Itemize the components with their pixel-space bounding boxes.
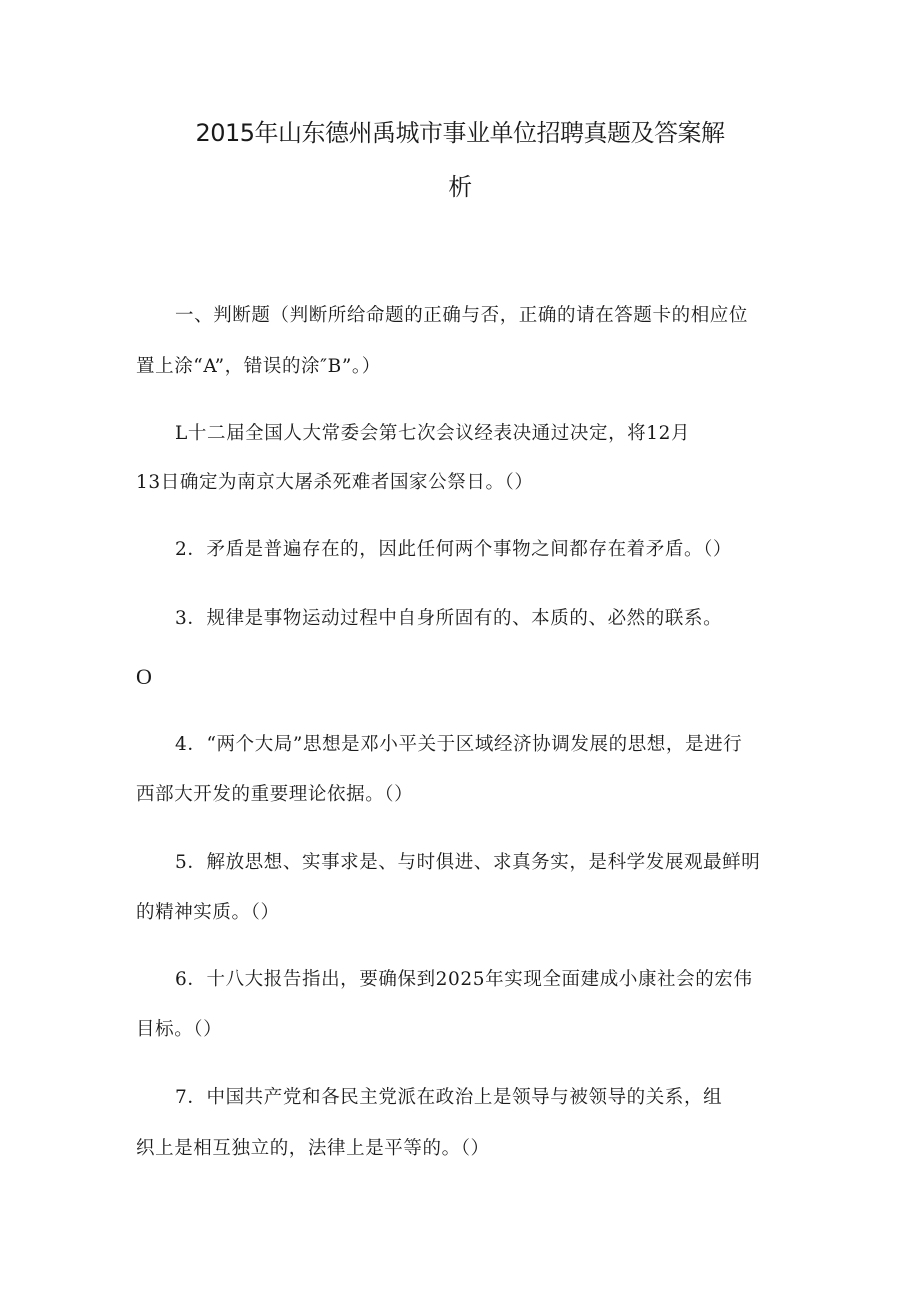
question-4-line-1: 4．“两个大局”思想是邓小平关于区域经济协调发展的思想，是进行	[175, 734, 743, 755]
document-title-line-1: 2015年山东德州禹城市事业单位招聘真题及答案解	[195, 119, 725, 147]
question-1-line-1: L十二届全国人大常委会第七次会议经表决通过决定，将12月	[175, 423, 691, 444]
document-title-line-2: 析	[448, 173, 472, 201]
question-4-line-2: 西部大开发的重要理论依据。（）	[136, 784, 414, 805]
question-3-line-1: 3．规律是事物运动过程中自身所固有的、本质的、必然的联系。	[175, 608, 723, 629]
question-5-line-2: 的精神实质。（）	[136, 902, 280, 923]
section-heading-line-2: 置上涂“A”，错误的涂″B”。）	[136, 356, 381, 377]
question-2-line-1: 2．矛盾是普遍存在的，因此任何两个事物之间都存在着矛盾。（）	[175, 539, 733, 560]
section-heading-line-1: 一、判断题（判断所给命题的正确与否，正确的请在答题卡的相应位	[175, 305, 749, 326]
question-3-answer-marker: O	[136, 664, 152, 689]
question-7-line-1: 7．中国共产党和各民主党派在政治上是领导与被领导的关系，组	[175, 1087, 723, 1108]
question-7-line-2: 织上是相互独立的，法律上是平等的。（）	[136, 1138, 490, 1159]
question-5-line-1: 5．解放思想、实事求是、与时俱进、求真务实，是科学发展观最鲜明	[175, 852, 761, 873]
question-6-line-1: 6．十八大报告指出，要确保到2025年实现全面建成小康社会的宏伟	[175, 969, 753, 990]
question-6-line-2: 目标。（）	[136, 1019, 223, 1040]
question-1-line-2: 13日确定为南京大屠杀死难者国家公祭日。（）	[136, 472, 534, 493]
